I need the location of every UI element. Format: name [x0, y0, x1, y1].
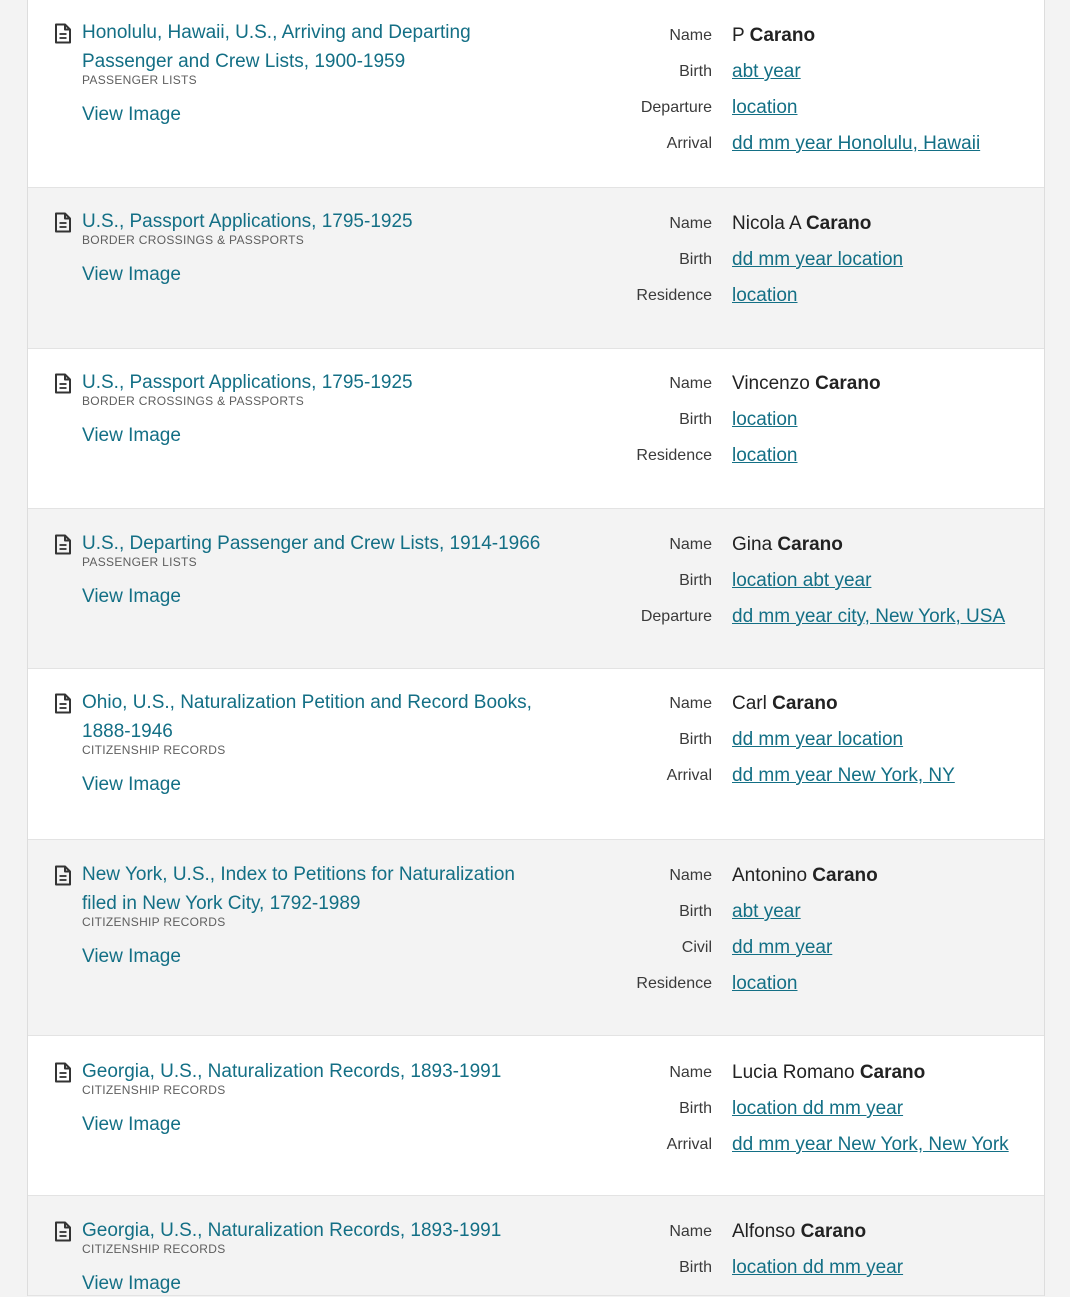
- record-category: PASSENGER LISTS: [82, 73, 197, 87]
- person-name: [732, 1062, 925, 1084]
- record-row: [28, 188, 1044, 349]
- first-name: Nicola A: [732, 213, 801, 234]
- field-label: Arrival: [666, 767, 712, 784]
- detail-field: [618, 1127, 1044, 1163]
- field-label: Birth: [679, 251, 712, 268]
- field-label: Departure: [640, 99, 712, 116]
- person-name: [732, 1221, 866, 1243]
- field-label: Birth: [679, 411, 712, 428]
- person-name: [732, 25, 815, 47]
- name-field: [618, 858, 1044, 894]
- document-icon: [54, 373, 72, 394]
- detail-field: [618, 758, 1044, 794]
- field-label: Birth: [679, 63, 712, 80]
- document-icon: [54, 23, 72, 44]
- first-name: P: [732, 25, 745, 46]
- view-image-link[interactable]: View Image: [82, 425, 181, 446]
- record-category: BORDER CROSSINGS & PASSPORTS: [82, 394, 305, 408]
- field-value-link[interactable]: location dd mm year: [732, 1098, 904, 1119]
- record-category: BORDER CROSSINGS & PASSPORTS: [82, 233, 305, 247]
- surname: Carano: [805, 213, 872, 234]
- record-summary: [28, 840, 618, 1035]
- record-row: [28, 0, 1044, 188]
- field-value-link[interactable]: dd mm year Honolulu, Hawaii: [732, 133, 981, 154]
- person-name: [732, 373, 881, 395]
- name-field: [618, 686, 1044, 722]
- field-label: Departure: [640, 608, 712, 625]
- record-row: [28, 1036, 1044, 1196]
- record-summary: [28, 1196, 618, 1295]
- view-image-link[interactable]: View Image: [82, 264, 181, 285]
- record-details: [618, 509, 1044, 668]
- name-field: [618, 527, 1044, 563]
- name-label: Name: [669, 1064, 712, 1081]
- name-field: [618, 366, 1044, 402]
- detail-field: [618, 242, 1044, 278]
- field-label: Birth: [679, 731, 712, 748]
- field-label: Arrival: [666, 135, 712, 152]
- detail-field: [618, 54, 1044, 90]
- first-name: Lucia Romano: [732, 1062, 855, 1083]
- field-label: Birth: [679, 572, 712, 589]
- record-row: [28, 669, 1044, 840]
- document-icon: [54, 693, 72, 714]
- person-name: [732, 213, 871, 235]
- record-category: CITIZENSHIP RECORDS: [82, 743, 226, 757]
- detail-field: [618, 1250, 1044, 1286]
- field-label: Residence: [636, 975, 712, 992]
- name-label: Name: [669, 867, 712, 884]
- first-name: Carl: [732, 693, 767, 714]
- field-label: Residence: [636, 447, 712, 464]
- record-title-link[interactable]: U.S., Departing Passenger and Crew Lists, 1914-1966: [82, 533, 541, 554]
- record-row: [28, 840, 1044, 1036]
- detail-field: [618, 894, 1044, 930]
- detail-field: [618, 278, 1044, 314]
- detail-field: [618, 402, 1044, 438]
- record-details: [618, 0, 1044, 187]
- record-details: [618, 1196, 1044, 1295]
- field-label: Birth: [679, 903, 712, 920]
- field-value-link[interactable]: dd mm year New York, New York: [732, 1134, 1009, 1155]
- detail-field: [618, 966, 1044, 1002]
- document-icon: [54, 1062, 72, 1083]
- field-label: Residence: [636, 287, 712, 304]
- name-label: Name: [669, 375, 712, 392]
- view-image-link[interactable]: View Image: [82, 586, 181, 607]
- document-icon: [54, 534, 72, 555]
- record-category: CITIZENSHIP RECORDS: [82, 915, 226, 929]
- person-name: [732, 693, 838, 715]
- name-label: Name: [669, 1223, 712, 1240]
- view-image-link[interactable]: View Image: [82, 104, 181, 125]
- record-title-link[interactable]: Georgia, U.S., Naturalization Records, 1893-1991: [82, 1220, 502, 1241]
- record-details: [618, 1036, 1044, 1195]
- name-field: [618, 18, 1044, 54]
- detail-field: [618, 563, 1044, 599]
- field-value-link[interactable]: abt year: [732, 901, 801, 922]
- name-field: [618, 1214, 1044, 1250]
- surname: Carano: [800, 1221, 867, 1242]
- field-value-link[interactable]: location abt year: [732, 570, 872, 591]
- field-label: Civil: [681, 939, 712, 956]
- record-title-link[interactable]: U.S., Passport Applications, 1795-1925: [82, 211, 413, 232]
- name-label: Name: [669, 695, 712, 712]
- surname: Carano: [749, 25, 816, 46]
- field-value-link[interactable]: dd mm year: [732, 937, 833, 958]
- detail-field: [618, 930, 1044, 966]
- detail-field: [618, 438, 1044, 474]
- record-category: CITIZENSHIP RECORDS: [82, 1242, 226, 1256]
- field-value-link[interactable]: location: [732, 973, 798, 994]
- field-value-link[interactable]: dd mm year New York, NY: [732, 765, 955, 786]
- field-label: Birth: [679, 1100, 712, 1117]
- field-value-link[interactable]: location: [732, 285, 798, 306]
- record-category: PASSENGER LISTS: [82, 555, 197, 569]
- document-icon: [54, 865, 72, 886]
- record-details: [618, 840, 1044, 1035]
- record-title-link[interactable]: U.S., Passport Applications, 1795-1925: [82, 372, 413, 393]
- surname: Carano: [859, 1062, 926, 1083]
- field-value-link[interactable]: dd mm year location: [732, 249, 904, 270]
- record-category: CITIZENSHIP RECORDS: [82, 1083, 226, 1097]
- record-summary: [28, 669, 618, 839]
- field-value-link[interactable]: dd mm year location: [732, 729, 904, 750]
- view-image-link[interactable]: View Image: [82, 774, 181, 795]
- field-label: Birth: [679, 1259, 712, 1276]
- surname: Carano: [812, 865, 878, 886]
- record-title-link[interactable]: Honolulu, Hawaii, U.S., Arriving and Departing Passenger and Crew Lists, 1900-1959: [82, 22, 471, 72]
- field-label: Arrival: [666, 1136, 712, 1153]
- record-row: [28, 1196, 1044, 1296]
- surname: Carano: [777, 534, 843, 555]
- record-details: [618, 188, 1044, 348]
- detail-field: [618, 1091, 1044, 1127]
- detail-field: [618, 599, 1044, 635]
- first-name: Gina: [732, 534, 773, 555]
- first-name: Vincenzo: [732, 373, 810, 394]
- person-name: [732, 534, 843, 556]
- record-summary: [28, 509, 618, 668]
- field-value-link[interactable]: abt year: [732, 61, 801, 82]
- record-details: [618, 349, 1044, 508]
- person-name: [732, 865, 878, 887]
- view-image-link[interactable]: View Image: [82, 946, 181, 967]
- field-value-link[interactable]: location: [732, 409, 798, 430]
- record-summary: [28, 188, 618, 348]
- name-field: [618, 1055, 1044, 1091]
- record-row: [28, 349, 1044, 509]
- name-label: Name: [669, 215, 712, 232]
- field-value-link[interactable]: location: [732, 97, 798, 118]
- record-title-link[interactable]: Ohio, U.S., Naturalization Petition and Record Books, 1888-1946: [82, 692, 532, 742]
- record-title-link[interactable]: Georgia, U.S., Naturalization Records, 1893-1991: [82, 1061, 502, 1082]
- record-title-link[interactable]: New York, U.S., Index to Petitions for Naturalization filed in New York City, 1792-1989: [82, 864, 515, 914]
- document-icon: [54, 1221, 72, 1242]
- record-details: [618, 669, 1044, 839]
- view-image-link[interactable]: View Image: [82, 1273, 181, 1294]
- field-value-link[interactable]: dd mm year city, New York, USA: [732, 606, 1006, 627]
- detail-field: [618, 126, 1044, 162]
- surname: Carano: [815, 373, 881, 394]
- field-value-link[interactable]: location: [732, 445, 798, 466]
- first-name: Antonino: [732, 865, 808, 886]
- record-row: [28, 509, 1044, 669]
- document-icon: [54, 212, 72, 233]
- field-value-link[interactable]: location dd mm year: [732, 1257, 904, 1278]
- name-label: Name: [669, 536, 712, 553]
- record-summary: [28, 1036, 618, 1195]
- first-name: Alfonso: [732, 1221, 796, 1242]
- detail-field: [618, 722, 1044, 758]
- surname: Carano: [772, 693, 838, 714]
- name-label: Name: [669, 27, 712, 44]
- record-summary: [28, 349, 618, 508]
- view-image-link[interactable]: View Image: [82, 1114, 181, 1135]
- detail-field: [618, 90, 1044, 126]
- name-field: [618, 206, 1044, 242]
- record-summary: [28, 0, 618, 187]
- search-results-list: [27, 0, 1045, 1296]
